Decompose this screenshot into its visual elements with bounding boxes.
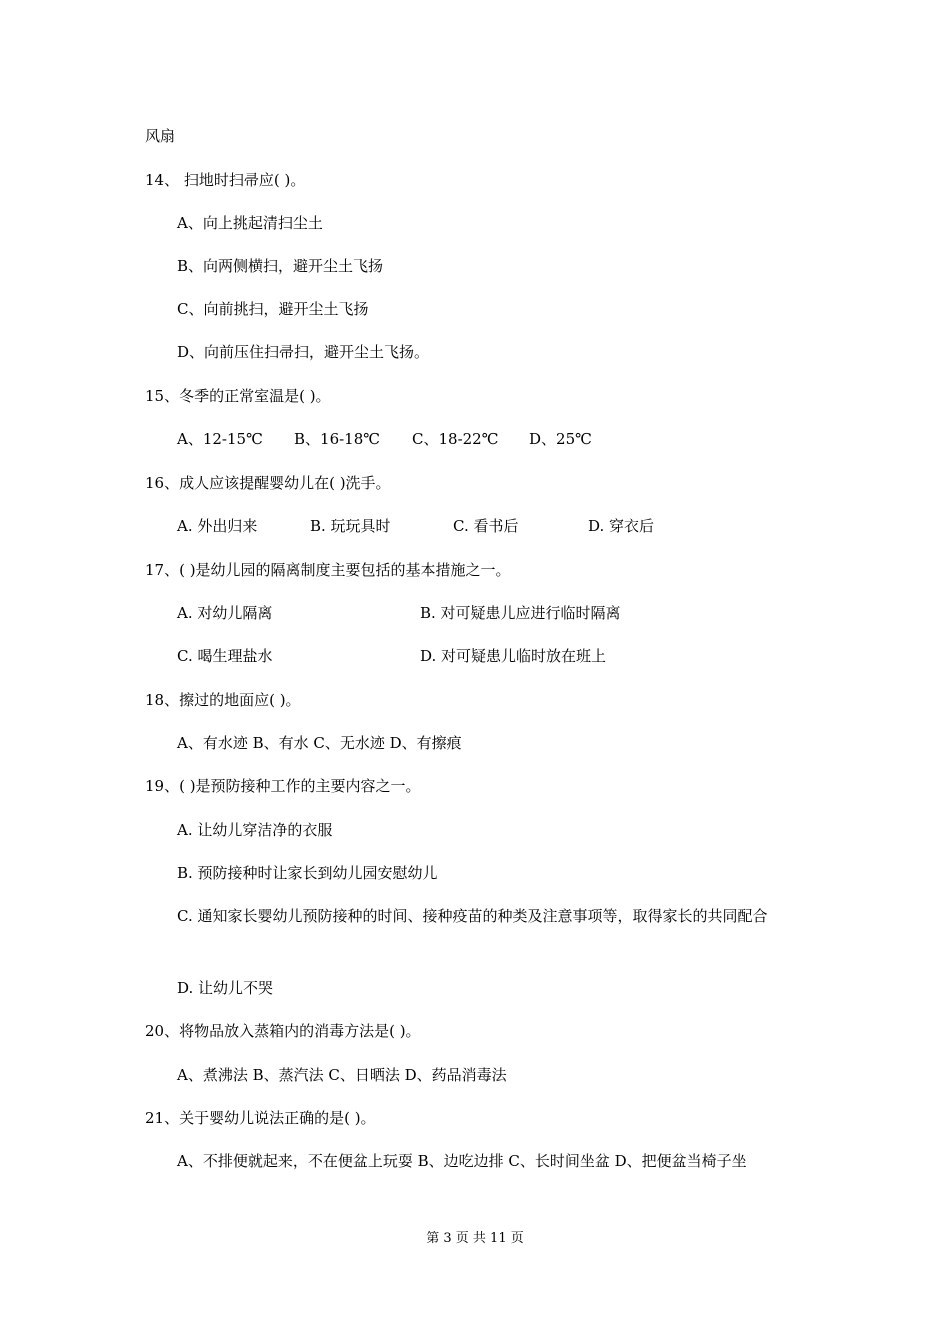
option-d: D. 对可疑患儿临时放在班上 xyxy=(420,647,607,665)
question-19: 19、( )是预防接种工作的主要内容之一。 xyxy=(145,777,421,795)
option-b: B. 玩玩具时 xyxy=(310,517,391,535)
text-line: 风扇 xyxy=(145,127,176,145)
question-16: 16、成人应该提醒婴幼儿在( )洗手。 xyxy=(145,474,391,492)
question-17: 17、( )是幼儿园的隔离制度主要包括的基本措施之一。 xyxy=(145,561,511,579)
option-d: D、25℃ xyxy=(529,430,592,448)
options-row: A、有水迹 B、有水 C、无水迹 D、有擦痕 xyxy=(177,734,462,752)
option-c: C、向前挑扫，避开尘土飞扬 xyxy=(177,300,369,318)
option-b: B、16-18℃ xyxy=(294,430,381,448)
option-c: C. 看书后 xyxy=(453,517,519,535)
option-d: D. 穿衣后 xyxy=(588,517,655,535)
option-c: C、18-22℃ xyxy=(412,430,499,448)
question-14: 14、 扫地时扫帚应( )。 xyxy=(145,171,306,189)
option-a: A、向上挑起清扫尘土 xyxy=(177,214,323,232)
option-b: B. 对可疑患儿应进行临时隔离 xyxy=(420,604,621,622)
options-row: A、煮沸法 B、蒸汽法 C、日晒法 D、药品消毒法 xyxy=(177,1066,507,1084)
option-a: A、12-15℃ xyxy=(177,430,263,448)
option-b: B、向两侧横扫，避开尘土飞扬 xyxy=(177,257,384,275)
question-18: 18、擦过的地面应( )。 xyxy=(145,691,301,709)
option-a: A. 对幼儿隔离 xyxy=(177,604,273,622)
option-c: C. 通知家长婴幼儿预防接种的时间、接种疫苗的种类及注意事项等，取得家长的共同配合 xyxy=(177,907,768,925)
question-15: 15、冬季的正常室温是( )。 xyxy=(145,387,331,405)
option-d: D、向前压住扫帚扫，避开尘土飞扬。 xyxy=(177,343,430,361)
option-c: C. 喝生理盐水 xyxy=(177,647,273,665)
option-b: B. 预防接种时让家长到幼儿园安慰幼儿 xyxy=(177,864,438,882)
option-d: D. 让幼儿不哭 xyxy=(177,979,274,997)
options-row: A、不排便就起来，不在便盆上玩耍 B、边吃边排 C、长时间坐盆 D、把便盆当椅子坐 xyxy=(177,1152,747,1170)
question-21: 21、关于婴幼儿说法正确的是( )。 xyxy=(145,1109,376,1127)
option-a: A. 让幼儿穿洁净的衣服 xyxy=(177,821,333,839)
option-a: A. 外出归来 xyxy=(177,517,258,535)
page-footer: 第 3 页 共 11 页 xyxy=(426,1231,524,1246)
question-20: 20、将物品放入蒸箱内的消毒方法是( )。 xyxy=(145,1022,421,1040)
